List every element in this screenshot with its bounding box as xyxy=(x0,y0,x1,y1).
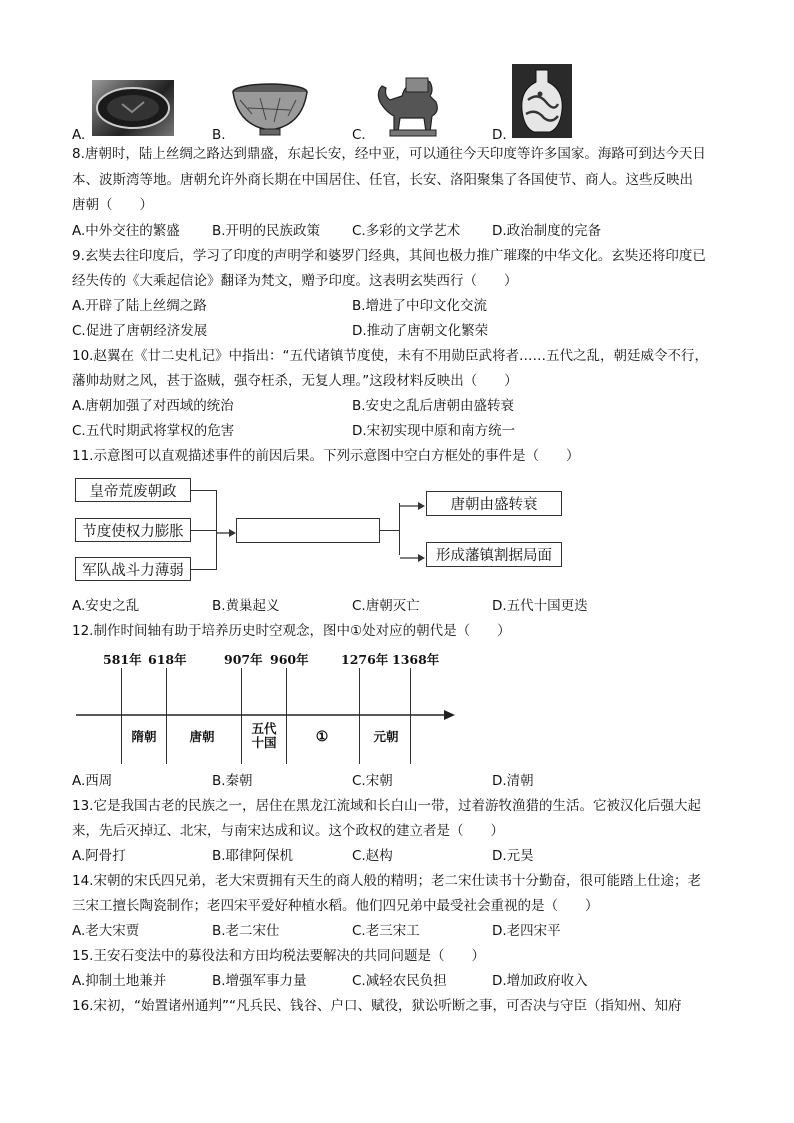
q8-stem-line3: 唐朝（ ） xyxy=(72,197,153,213)
q11-blank-box xyxy=(236,518,380,543)
q11-option-a: A.安史之乱 xyxy=(72,598,140,614)
q10-option-a: A.唐朝加强了对西域的统治 xyxy=(72,398,234,414)
q15-option-b: B.增强军事力量 xyxy=(212,973,307,989)
q15-option-c: C.减轻农民负担 xyxy=(352,973,447,989)
q8-option-a: A.中外交往的繁盛 xyxy=(72,223,180,239)
q9-stem-line2: 经失传的《大乘起信论》翻译为梵文，赠予印度。这表明玄奘西行（ ） xyxy=(72,273,518,289)
q8-option-d: D.政治制度的完备 xyxy=(492,223,602,239)
q11-arrow-to-effect-1 xyxy=(400,497,426,516)
q10-option-d: D.宋初实现中原和南方统一 xyxy=(352,423,516,439)
q11-connector xyxy=(191,490,217,491)
q11-cause-2: 节度使权力膨胀 xyxy=(75,518,191,542)
q15-option-a: A.抑制土地兼并 xyxy=(72,973,167,989)
q8-stem-line1: 8.唐朝时，陆上丝绸之路达到鼎盛，东起长安，经中亚，可以通往今天印度等许多国家。海路可到达今天日 xyxy=(72,146,706,162)
q11-effect-1: 唐朝由盛转衰 xyxy=(426,491,562,516)
q7-option-c: C. xyxy=(352,127,366,143)
q12-dynasty-4: ① xyxy=(315,729,329,745)
q14-stem-line2: 三宋工擅长陶瓷制作；老四宋平爱好种植水稻。他们四兄弟中最受社会重视的是（ ） xyxy=(72,898,599,914)
q7-option-d: D. xyxy=(492,127,507,143)
q13-option-b: B.耶律阿保机 xyxy=(212,848,294,864)
q11-option-d: D.五代十国更迭 xyxy=(492,598,588,614)
q9-option-a: A.开辟了陆上丝绸之路 xyxy=(72,298,207,314)
q7-option-a: A. xyxy=(72,127,86,143)
q11-connector xyxy=(191,530,217,531)
q13-stem-line1: 13.它是我国古老的民族之一，居住在黑龙江流域和长白山一带，过着游牧渔猎的生活。它被汉化后强大起 xyxy=(72,798,701,814)
q8-stem-line2: 本、波斯湾等地。唐朝允许外商长期在中国居住、任官，长安、洛阳聚集了各国使节、商人。这些反映出 xyxy=(72,172,693,188)
q11-option-c: C.唐朝灭亡 xyxy=(352,598,420,614)
q12-dynasty-1: 隋朝 xyxy=(131,729,157,744)
q12-year-2: 618年 xyxy=(148,652,187,667)
q7-image-bowl-crackle xyxy=(230,80,310,138)
q14-stem-line1: 14.宋朝的宋氏四兄弟，老大宋贾拥有天生的商人般的精明；老二宋仕读书十分勤奋，很可能踏上仕途；老 xyxy=(72,873,701,889)
q12-option-b: B.秦朝 xyxy=(212,773,253,789)
q13-option-a: A.阿骨打 xyxy=(72,848,126,864)
q15-stem-line1: 15.王安石变法中的募役法和方田均税法要解决的共同问题是（ ） xyxy=(72,948,485,964)
q7-image-camel-figurine xyxy=(372,72,448,138)
q11-arrow-to-blank xyxy=(217,524,237,543)
q12-year-3: 907年 xyxy=(224,652,263,667)
q16-stem-line1: 16.宋初，“始置诸州通判”“凡兵民、钱谷、户口、赋役，狱讼听断之事，可否决与守臣（指知州、知府 xyxy=(72,998,682,1014)
q12-dynasty-5: 元朝 xyxy=(373,729,399,744)
q8-option-b: B.开明的民族政策 xyxy=(212,223,321,239)
q12-stem-line1: 12.制作时间轴有助于培养历史时空观念，图中①处对应的朝代是（ ） xyxy=(72,623,511,639)
q14-option-d: D.老四宋平 xyxy=(492,923,561,939)
q12-year-5: 1276年 xyxy=(341,652,389,667)
q12-option-a: A.西周 xyxy=(72,773,113,789)
q12-year-1: 581年 xyxy=(103,652,142,667)
q11-connector xyxy=(380,530,400,531)
q14-option-b: B.老二宋仕 xyxy=(212,923,280,939)
q12-year-6: 1368年 xyxy=(392,652,440,667)
q7-image-vase xyxy=(512,64,572,138)
q12-option-c: C.宋朝 xyxy=(352,773,393,789)
q9-option-c: C.促进了唐朝经济发展 xyxy=(72,323,208,339)
q11-connector xyxy=(191,569,217,570)
q10-stem-line1: 10.赵翼在《廿二史札记》中指出：“五代诸镇节度使，未有不用勋臣武将者……五代之乱，朝廷威令不行， xyxy=(72,348,708,364)
q9-option-b: B.增进了中印文化交流 xyxy=(352,298,488,314)
q11-cause-1: 皇帝荒废朝政 xyxy=(75,478,191,502)
q11-option-b: B.黄巢起义 xyxy=(212,598,280,614)
q10-option-b: B.安史之乱后唐朝由盛转衰 xyxy=(352,398,515,414)
q11-arrow-to-effect-2 xyxy=(400,549,426,568)
q7-image-bowl-dark xyxy=(92,80,174,136)
q15-option-d: D.增加政府收入 xyxy=(492,973,588,989)
q9-option-d: D.推动了唐朝文化繁荣 xyxy=(352,323,489,339)
q10-stem-line2: 藩帅劫财之风，甚于盗贼，强夺枉杀，无复人理。”这段材料反映出（ ） xyxy=(72,373,518,389)
q8-option-c: C.多彩的文学艺术 xyxy=(352,223,461,239)
q9-stem-line1: 9.玄奘去往印度后，学习了印度的声明学和婆罗门经典，其间也极力推广璀璨的中华文化。玄奘还将印度已 xyxy=(72,248,706,264)
q12-option-d: D.清朝 xyxy=(492,773,534,789)
q12-year-4: 960年 xyxy=(270,652,309,667)
q13-option-c: C.赵构 xyxy=(352,848,393,864)
q7-option-b: B. xyxy=(212,127,226,143)
q13-stem-line2: 来，先后灭掉辽、北宋，与南宋达成和议。这个政权的建立者是（ ） xyxy=(72,823,504,839)
q11-cause-3: 军队战斗力薄弱 xyxy=(75,557,191,581)
q12-dynasty-3: 五代 十国 xyxy=(251,721,277,750)
q14-option-c: C.老三宋工 xyxy=(352,923,420,939)
q11-stem-line1: 11.示意图可以直观描述事件的前因后果。下列示意图中空白方框处的事件是（ ） xyxy=(72,448,580,464)
q12-dynasty-2: 唐朝 xyxy=(189,729,215,744)
q14-option-a: A.老大宋贾 xyxy=(72,923,140,939)
q10-option-c: C.五代时期武将掌权的危害 xyxy=(72,423,235,439)
q11-effect-2: 形成藩镇割据局面 xyxy=(426,542,562,567)
q13-option-d: D.元昊 xyxy=(492,848,534,864)
